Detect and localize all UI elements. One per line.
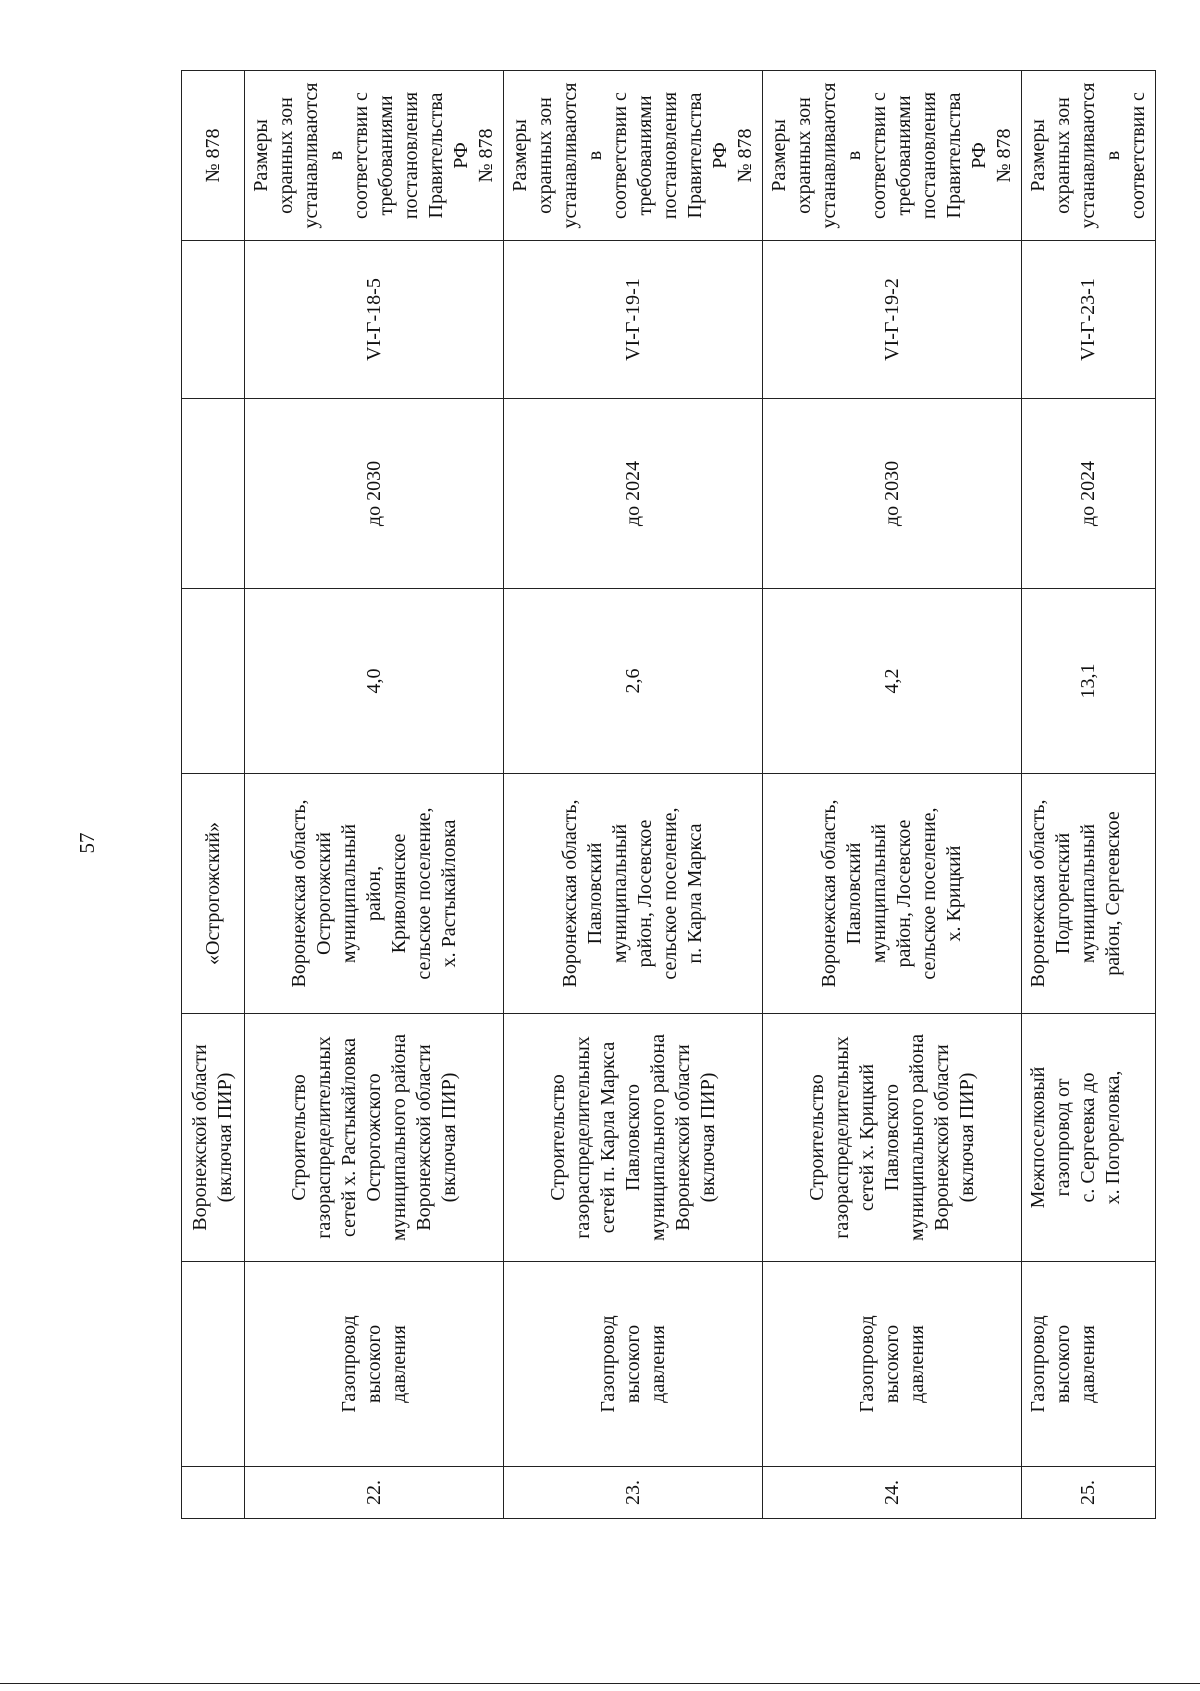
- location-cell: Воронежская область, Павловский муниципальный район, Лосевское сельское поселение, п. Карла Маркса: [504, 774, 763, 1014]
- table-row: [1022, 71, 1156, 1519]
- cont-cell-length: [182, 589, 245, 774]
- cont-cell-term: [182, 399, 245, 589]
- location-cell: Воронежская область, Павловский муниципальный район, Лосевское сельское поселение, х. Крицкий: [763, 774, 1022, 1014]
- page-number: 57: [75, 832, 99, 854]
- cont-cell-zone: № 878: [182, 71, 245, 241]
- length-cell: 4,2: [763, 589, 1022, 774]
- row-number-cell: 24.: [763, 1467, 1022, 1519]
- term-cell: до 2024: [504, 399, 763, 589]
- gas-pipeline-table: [181, 70, 1156, 1519]
- object-name-cell: Строительство газораспределительных сетей х. Растыкайловка Острогожского муниципального района Воронежской области (включая ПИР): [245, 1014, 504, 1262]
- object-name-cell: Межпоселковый газопровод от с. Сергеевка до х. Погореловка,: [1022, 1014, 1156, 1262]
- cont-cell-code: [182, 241, 245, 399]
- rotated-table-container: [181, 71, 1149, 1519]
- location-cell: Воронежская область, Острогожский муниципальный район, Криволянское сельское поселение, х. Растыкайловка: [245, 774, 504, 1014]
- table-row: [504, 71, 763, 1519]
- protection-zone-cell: Размеры охранных зон устанавливаются в соответствии с требованиями постановления Правительства РФ № 878: [245, 71, 504, 241]
- length-cell: 4,0: [245, 589, 504, 774]
- object-type-cell: Газопровод высокого давления: [245, 1262, 504, 1467]
- table-continuation-row: [182, 71, 245, 1519]
- term-cell: до 2024: [1022, 399, 1156, 589]
- protection-zone-cell: Размеры охранных зон устанавливаются в соответствии с требованиями постановления Правительства РФ № 878: [504, 71, 763, 241]
- object-type-cell: Газопровод высокого давления: [504, 1262, 763, 1467]
- object-name-cell: Строительство газораспределительных сетей п. Карла Маркса Павловского муниципального района Воронежской области (включая ПИР): [504, 1014, 763, 1262]
- length-cell: 2,6: [504, 589, 763, 774]
- object-code-cell: VI-Г-18-5: [245, 241, 504, 399]
- rotated-table-wrapper: [181, 71, 1149, 1519]
- row-number-cell: 25.: [1022, 1467, 1156, 1519]
- cont-cell-type: [182, 1262, 245, 1467]
- footer-divider: [0, 1683, 1200, 1684]
- cont-cell-location: «Острогожский»: [182, 774, 245, 1014]
- location-cell: Воронежская область, Подгоренский муниципальный район, Сергеевское: [1022, 774, 1156, 1014]
- object-code-cell: VI-Г-19-1: [504, 241, 763, 399]
- object-code-cell: VI-Г-19-2: [763, 241, 1022, 399]
- table-row: [245, 71, 504, 1519]
- object-type-cell: Газопровод высокого давления: [1022, 1262, 1156, 1467]
- protection-zone-cell: Размеры охранных зон устанавливаются в соответствии с требованиями постановления Правительства РФ № 878: [763, 71, 1022, 241]
- length-cell: 13,1: [1022, 589, 1156, 774]
- term-cell: до 2030: [245, 399, 504, 589]
- object-code-cell: VI-Г-23-1: [1022, 241, 1156, 399]
- protection-zone-cell: Размеры охранных зон устанавливаются в соответствии с: [1022, 71, 1156, 241]
- row-number-cell: 22.: [245, 1467, 504, 1519]
- table-row: [763, 71, 1022, 1519]
- cont-cell-num: [182, 1467, 245, 1519]
- object-name-cell: Строительство газораспределительных сетей х. Крицкий Павловского муниципального района Воронежской области (включая ПИР): [763, 1014, 1022, 1262]
- cont-cell-name: Воронежской области (включая ПИР): [182, 1014, 245, 1262]
- term-cell: до 2030: [763, 399, 1022, 589]
- object-type-cell: Газопровод высокого давления: [763, 1262, 1022, 1467]
- row-number-cell: 23.: [504, 1467, 763, 1519]
